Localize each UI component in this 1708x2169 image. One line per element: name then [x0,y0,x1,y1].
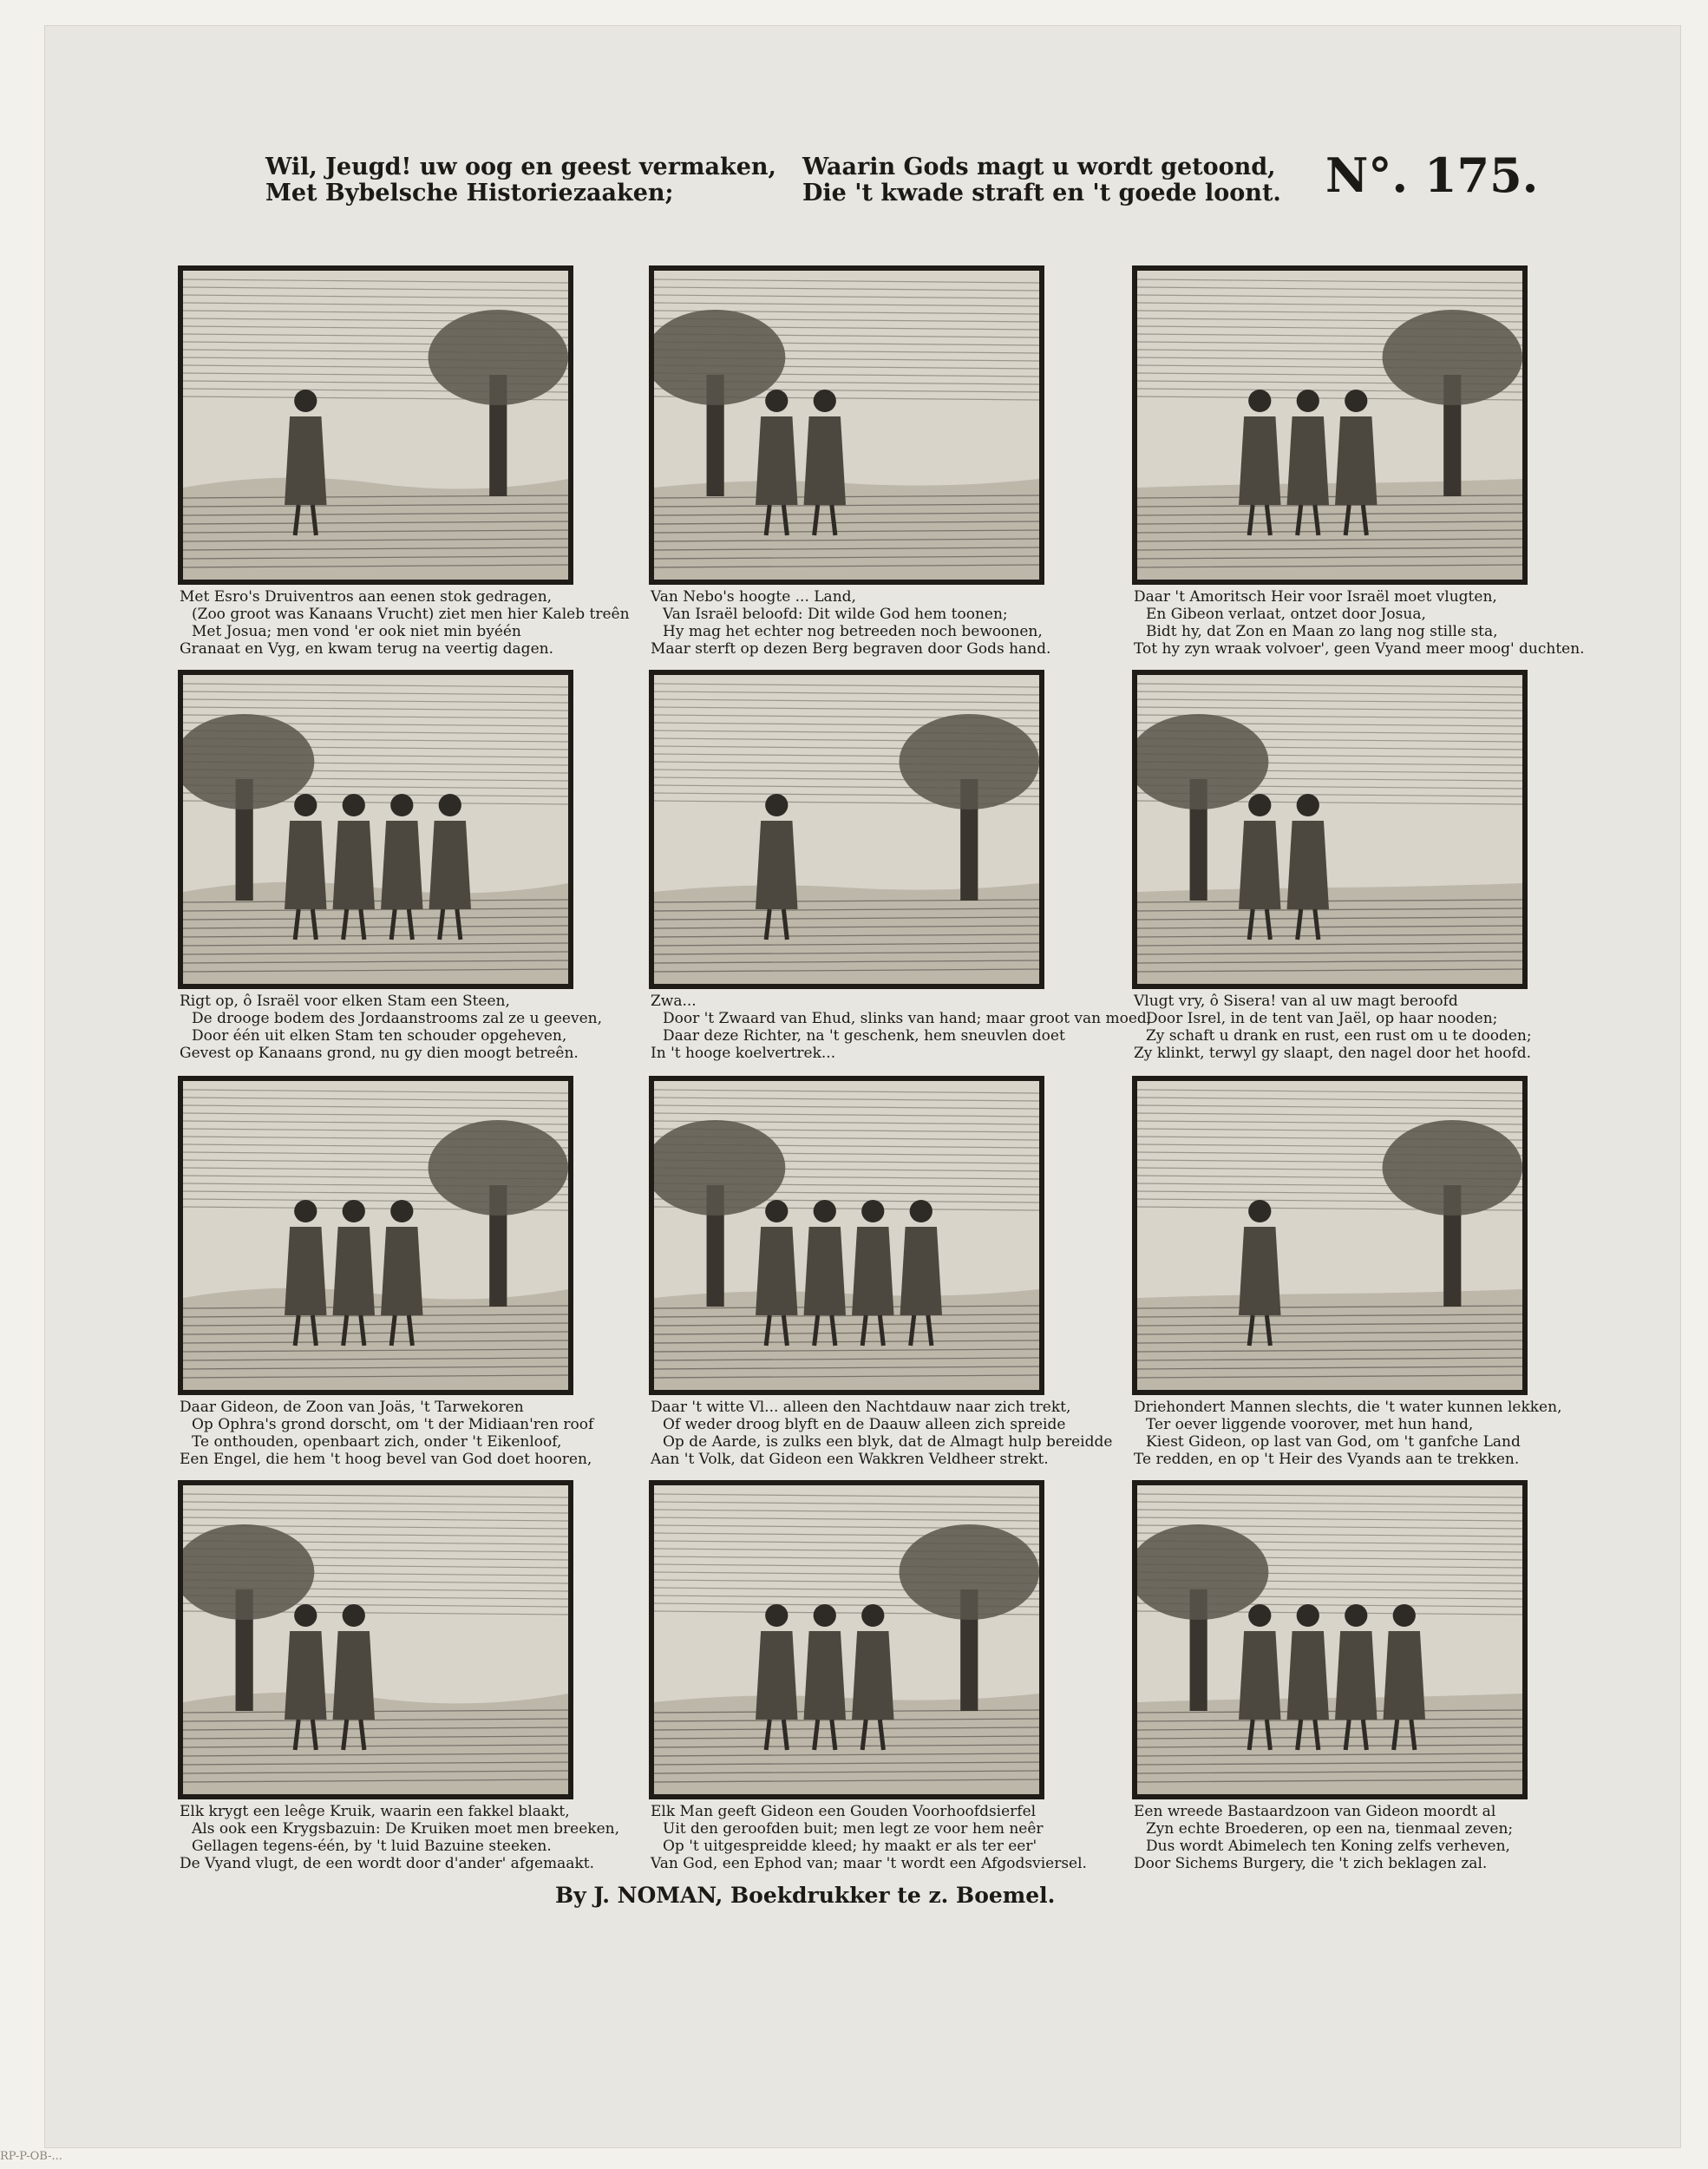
verse-line: Te onthouden, openbaart zich, onder 't Eikenloof, [192,1433,562,1451]
panel-woodcut-angel-calls-gideon [178,1076,573,1395]
woodcut-illustration [654,271,1039,580]
verse-line: Gellagen tegens-één, by 't luid Bazuine steeken. [192,1838,552,1855]
woodcut-illustration [1137,1485,1522,1794]
verse-line: Door één uit elken Stam ten schouder opgeheven, [192,1027,567,1045]
verse-line: Zwa... [651,993,697,1010]
woodcut-illustration [1137,1081,1522,1390]
panel-woodcut-gideon-fleece [649,1076,1044,1395]
panel-verse [1134,1803,1550,1872]
panel-verse [180,1803,620,1872]
verse-line: Van Israël beloofd: Dit wilde God hem toonen; [663,606,1008,623]
verse-line: Elk Man geeft Gideon een Gouden Voorhoofdsierfel [651,1803,1037,1820]
verse-line: Aan 't Volk, dat Gideon een Wakkren Veldheer strekt. [651,1451,1049,1468]
woodcut-illustration [1137,675,1522,984]
panel-verse [651,588,1067,658]
verse-line: Als ook een Krygsbazuin: De Kruiken moet men breeken, [192,1820,620,1838]
verse-line: Dus wordt Abimelech ten Koning zelfs verheven, [1146,1838,1510,1855]
verse-line: Daar 't witte Vl... alleen den Nachtdauw naar zich trekt, [651,1399,1071,1416]
verse-line: De Vyand vlugt, de een wordt door d'ander' afgemaakt. [180,1855,594,1872]
imprint: By J. NOMAN, Boekdrukker te z. Boemel. [555,1883,1056,1908]
verse-line: Gevest op Kanaans grond, nu gy dien moogt betreên. [180,1045,579,1062]
panel-woodcut-trumpets-and-torches [178,1480,573,1799]
panel-woodcut-abimelech-king [1132,1480,1528,1799]
verse-line: Van God, een Ephod van; maar 't wordt een Afgodsviersel. [651,1855,1087,1872]
panel-woodcut-ehud-and-eglon [649,670,1044,989]
woodcut-illustration [183,271,568,580]
woodcut-illustration [183,1081,568,1390]
verse-line: Op 't uitgespreidde kleed; hy maakt er als ter eer' [663,1838,1037,1855]
verse-line: De drooge bodem des Jordaanstrooms zal ze u geeven, [192,1010,602,1027]
verse-line: Vlugt vry, ô Sisera! van al uw magt beroofd [1134,993,1458,1010]
header-left-line1: Wil, Jeugd! uw oog en geest vermaken, [265,154,776,180]
verse-line: Kiest Gideon, op last van God, om 't ganfche Land [1146,1433,1521,1451]
panel-woodcut-spies-carrying-grapes [178,265,573,585]
verse-line: Door Sichems Burgery, die 't zich beklagen zal. [1134,1855,1488,1872]
woodcut-illustration [183,1485,568,1794]
header-mid-line1: Waarin Gods magt u wordt getoond, [802,154,1276,180]
panel-verse [180,588,630,658]
verse-line: Driehondert Mannen slechts, die 't water kunnen lekken, [1134,1399,1562,1416]
header-left-line2: Met Bybelsche Historiezaaken; [265,180,674,206]
verse-line: Uit den geroofden buit; men legt ze voor hem neêr [663,1820,1044,1838]
verse-line: Elk krygt een leêge Kruik, waarin een fakkel blaakt, [180,1803,570,1820]
corner-note: RP-P-OB-... [0,2150,62,2163]
panel-woodcut-moses-on-mount-nebo [649,265,1044,585]
verse-line: (Zoo groot was Kanaans Vrucht) ziet men hier Kaleb treên [192,606,630,623]
verse-line: Zyn echte Broederen, op een na, tienmaal zeven; [1146,1820,1514,1838]
woodcut-illustration [1137,271,1522,580]
verse-line: Met Esro's Druiventros aan eenen stok gedragen, [180,588,553,606]
verse-line: Bidt hy, dat Zon en Maan zo lang nog stille sta, [1146,623,1498,640]
header-mid-line2: Die 't kwade straft en 't goede loont. [802,180,1281,206]
verse-line: Met Josua; men vond 'er ook niet min byéén [192,623,521,640]
verse-line: Maar sterft op dezen Berg begraven door Gods hand. [651,640,1051,658]
panel-verse [651,1803,1087,1872]
panel-verse [1134,588,1585,658]
panel-verse [651,1399,1113,1468]
verse-line: Rigt op, ô Israël voor elken Stam een Steen, [180,993,510,1010]
verse-line: Daar 't Amoritsch Heir voor Israël moet vlugten, [1134,588,1497,606]
verse-line: Een Engel, die hem 't hoog bevel van God doet hooren, [180,1451,592,1468]
woodcut-illustration [654,1485,1039,1794]
verse-line: Ter oever liggende voorover, met hun hand, [1146,1416,1474,1433]
woodcut-illustration [654,1081,1039,1390]
panel-verse [180,993,602,1062]
panel-verse [1134,993,1550,1062]
verse-line: Granaat en Vyg, en kwam terug na veertig dagen. [180,640,553,658]
sheet-number: N°. 175. [1325,147,1539,203]
panel-woodcut-memorial-stones [178,670,573,989]
verse-line: Daar deze Richter, na 't geschenk, hem sneuvlen doet [663,1027,1065,1045]
header-middle [802,154,1281,206]
verse-line: Een wreede Bastaardzoon van Gideon moordt al [1134,1803,1496,1820]
panel-verse [651,993,1152,1062]
verse-line: Op de Aarde, is zulks een blyk, dat de Almagt hulp bereidde [663,1433,1113,1451]
verse-line: Zy klinkt, terwyl gy slaapt, den nagel door het hoofd. [1134,1045,1532,1062]
verse-line: Of weder droog blyft en de Daauw alleen zich spreide [663,1416,1066,1433]
verse-line: En Gibeon verlaat, ontzet door Josua, [1146,606,1426,623]
verse-line: Tot hy zyn wraak volvoer', geen Vyand meer moog' duchten. [1134,640,1585,658]
verse-line: Door Isrel, in de tent van Jaël, op haar nooden; [1146,1010,1498,1027]
header-left [265,154,776,206]
verse-line: Daar Gideon, de Zoon van Joäs, 't Tarwekoren [180,1399,524,1416]
woodcut-illustration [183,675,568,984]
panel-verse [180,1399,596,1468]
verse-line: Te redden, en op 't Heir des Vyands aan te trekken. [1134,1451,1520,1468]
verse-line: Op Ophra's grond dorscht, om 't der Midiaan'ren roof [192,1416,594,1433]
panel-verse [1134,1399,1562,1468]
panel-woodcut-jael-and-sisera [1132,670,1528,989]
verse-line: In 't hooge koelvertrek... [651,1045,836,1062]
verse-line: Van Nebo's hoogte ... Land, [651,588,856,606]
verse-line: Zy schaft u drank en rust, een rust om u te dooden; [1146,1027,1532,1045]
verse-line: Hy mag het echter nog betreeden noch bewoonen, [663,623,1043,640]
woodcut-illustration [654,675,1039,984]
panel-woodcut-sun-stands-still [1132,265,1528,585]
panel-woodcut-three-hundred-men [1132,1076,1528,1395]
verse-line: Door 't Zwaard van Ehud, slinks van hand; maar groot van moed; [663,1010,1152,1027]
panel-woodcut-golden-ephod [649,1480,1044,1799]
